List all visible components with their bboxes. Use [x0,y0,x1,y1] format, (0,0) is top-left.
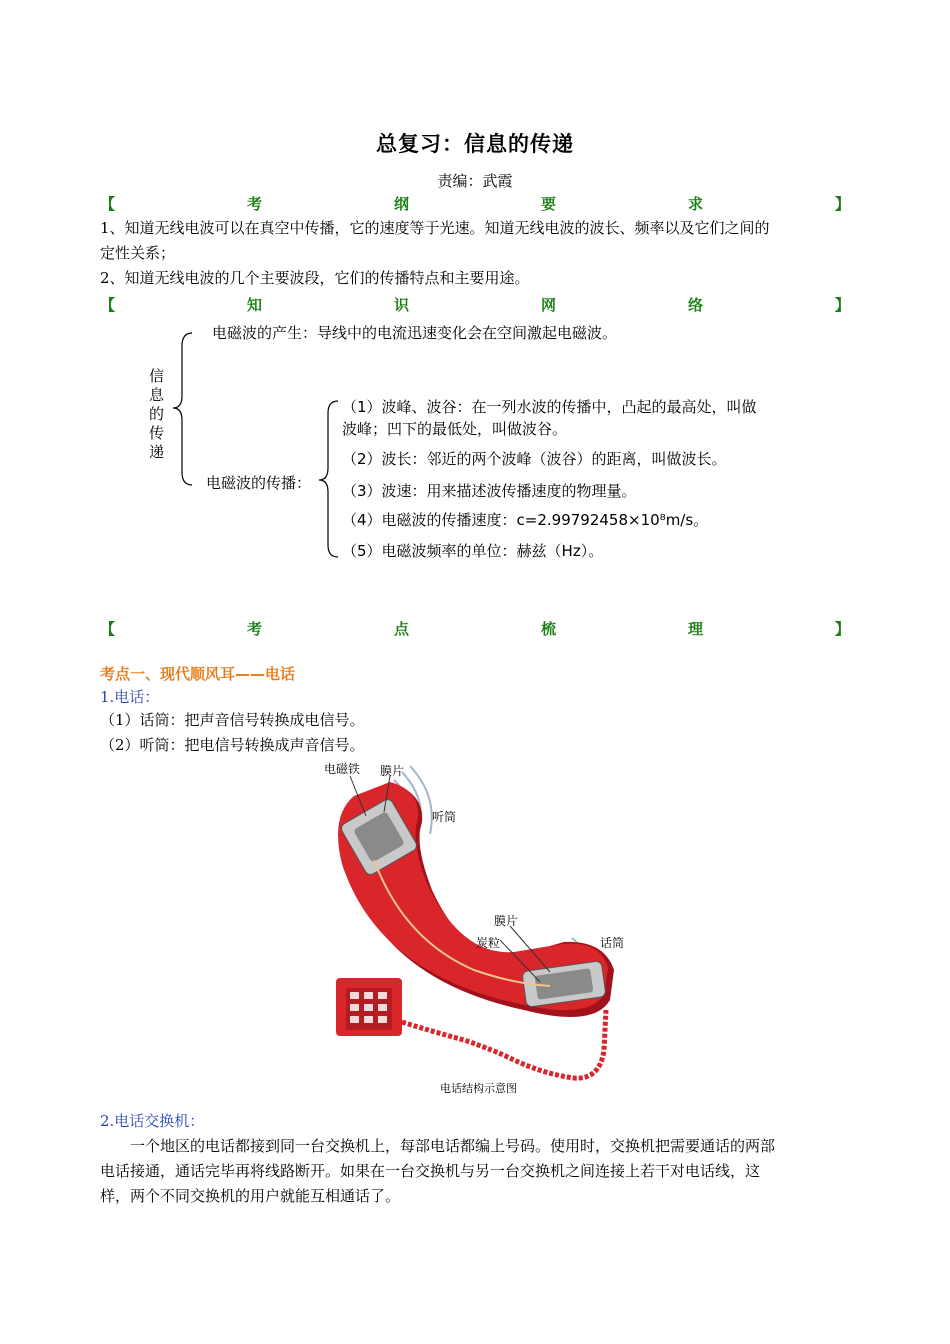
phone-item-2: （2）听筒：把电信号转换成声音信号。 [100,736,365,754]
diagram-branch-generation: 电磁波的产生：导线中的电流迅速变化会在空间激起电磁波。 [212,324,618,342]
exchange-line-3: 样，两个不同交换机的用户就能互相通话了。 [100,1187,401,1205]
propagation-brace-icon [316,398,342,560]
bracket-close: 】 [834,195,850,213]
section-char: 纲 [393,195,409,213]
requirement-1-line-1: 1、知道无线电波可以在真空中传播，它的速度等于光速。知道无线电波的波长、频率以及它们之间的 [100,219,770,237]
section-char: 考 [246,195,262,213]
label-earpiece: 听筒 [432,810,457,824]
page-title: 总复习：信息的传递 [376,132,574,156]
section-char: 求 [687,195,703,213]
bracket-close: 】 [834,296,850,314]
requirement-1-line-2: 定性关系； [100,244,176,262]
bracket-close: 】 [834,620,850,638]
keypoint-1-title: 考点一、现代顺风耳——电话 [100,665,296,683]
bracket-open: 【 [100,296,116,314]
exchange-heading: 2.电话交换机： [100,1112,205,1130]
telephone-illustration [314,760,634,1100]
coiled-cord [402,1010,606,1078]
phone-heading: 1.电话： [100,688,160,706]
section-char: 知 [246,296,262,314]
diagram-item-1: （1）波峰、波谷：在一列水波的传播中，凸起的最高处，叫做 [342,398,757,416]
label-mouthpiece: 话筒 [600,936,625,950]
exchange-line-2: 电话接通，通话完毕再将线路断开。如果在一台交换机与另一台交换机之间连接上若干对电话线，这 [100,1162,761,1180]
exchange-paragraph [100,1134,850,1209]
bracket-open: 【 [100,195,116,213]
diagram-item-2: （2）波长：邻近的两个波峰（波谷）的距离，叫做波长。 [342,450,727,468]
phone-item-1: （1）话筒：把声音信号转换成电信号。 [100,711,365,729]
section-char: 理 [687,620,703,638]
diagram-branch-propagation: 电磁波的传播： [206,474,312,492]
diagram-item-1-cont: 波峰；凹下的最低处，叫做波谷。 [342,420,568,438]
telephone-figure [314,760,634,1100]
section-char: 要 [540,195,556,213]
label-membrane-bottom: 膜片 [494,914,519,928]
section-char: 考 [246,620,262,638]
diagram-item-3: （3）波速：用来描述波传播速度的物理量。 [342,482,637,500]
figure-caption: 电话结构示意图 [440,1082,517,1095]
knowledge-diagram [0,0,950,600]
section-char: 点 [393,620,409,638]
root-brace-icon [170,330,200,490]
bracket-open: 【 [100,620,116,638]
label-membrane-top: 膜片 [380,764,405,778]
section-char: 络 [687,296,703,314]
section-header-keypoints [100,618,850,640]
editor-line: 责编：武霞 [437,172,513,190]
section-char: 识 [393,296,409,314]
diagram-root: 信息的传递 [147,368,165,463]
diagram-item-4: （4）电磁波的传播速度：c=2.99792458×10⁸m/s。 [342,511,709,529]
section-char: 梳 [540,620,556,638]
label-electromagnet: 电磁铁 [324,762,361,776]
section-char: 网 [540,296,556,314]
exchange-line-1: 一个地区的电话都接到同一台交换机上，每部电话都编上号码。使用时，交换机把需要通话的两部 [130,1137,776,1155]
diagram-item-5: （5）电磁波频率的单位：赫兹（Hz）。 [342,542,604,560]
requirement-2: 2、知道无线电波的几个主要波段，它们的传播特点和主要用途。 [100,269,530,287]
label-carbon: 炭粒 [476,936,501,950]
